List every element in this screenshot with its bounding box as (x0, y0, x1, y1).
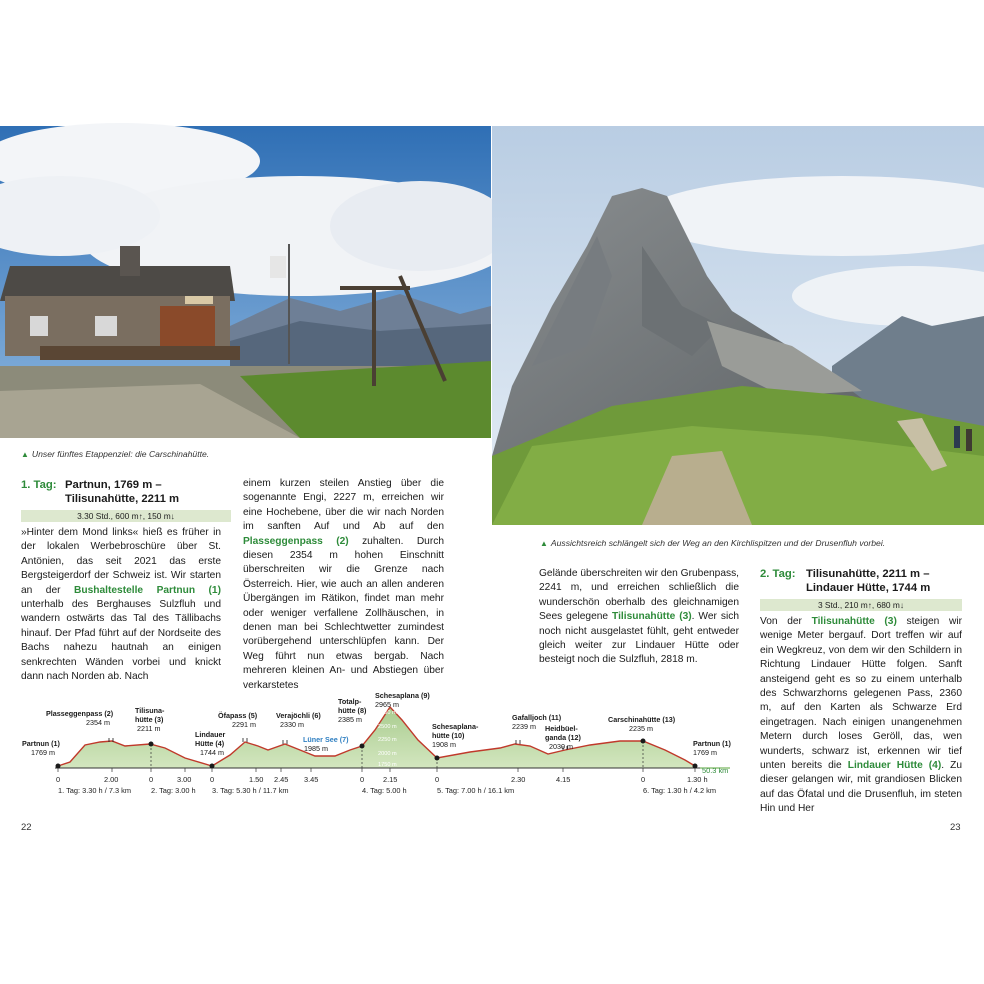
day1-heading (21, 478, 233, 508)
tick-8: 0 (360, 775, 365, 784)
tick-11: 2.30 (511, 775, 526, 784)
label-lindauer-b: Hütte (4) (195, 739, 225, 748)
tick-7: 3.45 (304, 775, 319, 784)
caption-triangle-icon: ▲ (540, 539, 548, 548)
elev-scale-2750: 2750 m (378, 710, 397, 716)
label-schesaplanahuette-b: hütte (10) (432, 731, 465, 740)
elev-scale-2250: 2250 m (378, 737, 397, 743)
col2-highlight: Plasseggenpass (2) (243, 535, 349, 547)
marker-totalphuette (360, 744, 365, 749)
day-label-1: 1. Tag: 3.30 h / 7.3 km (58, 786, 131, 795)
elev-tilisunahuette: 2211 m (137, 724, 161, 733)
label-plasseggenpass: Plasseggenpass (2) (46, 709, 114, 718)
day1-tag: 1. Tag: (21, 479, 57, 491)
day1-line1: Partnun, 1769 m – (65, 479, 162, 491)
tick-6: 2.45 (274, 775, 289, 784)
elev-heidbueelganda: 2030 m (549, 742, 573, 751)
day2-tag: 2. Tag: (760, 568, 796, 580)
elev-partnun: 1769 m (31, 748, 55, 757)
day2-line1: Tilisunahütte, 2211 m – (806, 568, 930, 580)
day1-line2: Tilisunahütte, 2211 m (65, 493, 180, 505)
label-gafalljoch: Gafalljoch (11) (512, 713, 562, 722)
text-column-1 (21, 526, 221, 684)
label-heidbueelganda-b: ganda (12) (545, 733, 581, 742)
caption-text: Aussichtsreich schlängelt sich der Weg an den Kirchlispitzen und der Drusenfluh vorbei. (550, 538, 886, 548)
mountain-photo (492, 126, 984, 525)
tick-1: 2.00 (104, 775, 119, 784)
marker-tilisunahuette (149, 742, 154, 747)
elev-oefapass: 2291 m (232, 720, 256, 729)
elev-scale-1750: 1750 m (378, 762, 397, 768)
label-totalphuette: Totalp- (338, 697, 362, 706)
day1-stats: 3.30 Std., 600 m↑, 150 m↓ (21, 510, 231, 522)
text-column-2 (243, 477, 444, 693)
elev-plasseggenpass: 2354 m (86, 718, 110, 727)
tick-4: 0 (210, 775, 215, 784)
elev-totalphuette: 2385 m (338, 715, 362, 724)
elev-verajoechli: 2330 m (280, 720, 304, 729)
col1-text-a: »Hinter dem Mond links« hieß es früher in der lokalen Werbebroschüre über St. Antönien, das seit 2021 das erste Bergsteigerdorf der Schweiz ist. Wir starten an der (21, 527, 221, 596)
photo-caption-right (540, 538, 885, 548)
tick-5: 1.50 (249, 775, 264, 784)
day2-line2: Lindauer Hütte, 1744 m (806, 582, 931, 594)
day-label-2: 2. Tag: 3.00 h (151, 786, 196, 795)
day-label-5: 5. Tag: 7.00 h / 16.1 km (437, 786, 515, 795)
day2-stats: 3 Std., 210 m↑, 680 m↓ (760, 599, 962, 611)
label-schesaplanahuette: Schesaplana- (432, 722, 479, 731)
page-number-right: 23 (950, 822, 961, 833)
label-tilisunahuette: Tilisuna- (135, 706, 165, 715)
text-column-3 (539, 567, 739, 668)
elev-lindauer: 1744 m (200, 748, 224, 757)
col4-text-c: . Zu dieser gelangen wir, mit grandiosen Blicken auf das Öfatal und die Drusenfluh, im steten Hin und Her (760, 760, 962, 815)
elev-carschinahuette: 2235 m (629, 724, 653, 733)
tick-12: 4.15 (556, 775, 571, 784)
elev-partnun-end: 1769 m (693, 748, 717, 757)
col2-text-b: zuhalten. Durch diesen 2354 m hohen Einschnitt überschreiten wir die Grenze nach Österreich. Hier, wie auch an allen anderen Übergängen im Rätikon, findet man mehr oder weniger verfallene Zollhäuschen, in denen man bei Schlechtwetter zumindest vorübergehend unterschlüpfen kann. Der Weg führt nun etwas bergab. Nach mehreren kleinen An- und Abstiegen über verkarstetes (243, 535, 444, 691)
col2-text-a: einem kurzen steilen Anstieg über die sogenannte Engi, 2227 m, erreichen wir eine Hochebene, über die wir nach Norden im sanften Auf und Ab auf den (243, 478, 444, 533)
tick-2: 0 (149, 775, 154, 784)
day2-heading (760, 567, 965, 597)
day-label-4: 4. Tag: 5.00 h (362, 786, 407, 795)
day-label-6: 6. Tag: 1.30 h / 4.2 km (643, 786, 716, 795)
marker-carschinahuette (641, 739, 646, 744)
tick-14: 1.30 h (687, 775, 708, 784)
col4-text-b: steigen wir wenige Meter bergauf. Dort treffen wir auf ein Wegkreuz, von dem wir den Schildern in Richtung Lindauer Hütte folgen. Sanft ansteigend geht es so zu einem unterhalb des Schwarzhorns gelegenen Pass, 2360 m, auf den Karten als Schwarze Erd eingetragen. Nach einigen unangenehmen Metern durch loses Geröll, das, wen wunderts, schwarz ist, erkennen wir tief unten bereits die (760, 616, 962, 772)
day-label-3: 3. Tag: 5.30 h / 11.7 km (212, 786, 289, 795)
elev-scale-2000: 2000 m (378, 751, 397, 757)
marker-partnun-end (693, 764, 698, 769)
label-totalphuette-b: hütte (8) (338, 706, 367, 715)
elev-luener-see: 1985 m (304, 744, 328, 753)
marker-schesaplanahuette (435, 756, 440, 761)
label-lindauer: Lindauer (195, 730, 226, 739)
caption-text: Unser fünftes Etappenziel: die Carschinahütte. (31, 449, 210, 459)
col4-highlight-b: Lindauer Hütte (4) (847, 760, 942, 772)
label-partnun-end: Partnun (1) (693, 739, 731, 748)
label-carschinahuette: Carschinahütte (13) (608, 715, 676, 724)
col3-highlight: Tilisunahütte (3) (612, 611, 692, 623)
caption-triangle-icon: ▲ (21, 450, 29, 459)
page-number-left: 22 (21, 822, 32, 833)
tick-3: 3.00 (177, 775, 192, 784)
col4-text-a: Von der (760, 616, 812, 627)
label-verajoechli: Verajöchli (6) (276, 711, 321, 720)
label-schesaplana: Schesaplana (9) (375, 691, 430, 700)
col4-highlight-a: Tilisunahütte (3) (811, 616, 897, 627)
hut-photo (0, 126, 491, 438)
col3-text-b: . Wer sich noch nicht ausgelastet fühlt, geht entweder gleich weiter zur Lindauer Hütte oder besteigt noch die Sulzfluh, 2818 m. (539, 611, 739, 666)
tick-0: 0 (56, 775, 61, 784)
label-heidbueelganda: Heidbüel- (545, 724, 578, 733)
label-tilisunahuette-b: hütte (3) (135, 715, 164, 724)
label-luener-see: Lüner See (7) (303, 735, 349, 744)
distance-total: 50.3 km (702, 766, 729, 775)
label-partnun: Partnun (1) (22, 739, 60, 748)
marker-lindauer-huette (210, 764, 215, 769)
tick-9: 2.15 (383, 775, 398, 784)
elev-scale-2500: 2500 m (378, 724, 397, 730)
photo-caption-left (21, 449, 209, 459)
col1-text-b: unterhalb des Berghauses Sulzfluh und wandern ostwärts das Tal des Tällibachs hinauf. Der Pfad führt auf der Nordseite des Bachs nahezu hautnah an einigen senkrechten Wänden vorbei und knickt dann nach Norden ab. Nach (21, 599, 221, 683)
col3-text-a: Gelände überschreiten wir den Grubenpass, 2241 m, und erreichen schließlich die wunderschön oberhalb des gleichnamigen Sees gelegene (539, 568, 739, 623)
elev-schesaplana: 2965 m (375, 700, 399, 709)
elev-gafalljoch: 2239 m (512, 722, 536, 731)
marker-partnun (56, 764, 61, 769)
tick-10: 0 (435, 775, 440, 784)
label-oefapass: Öfapass (5) (218, 711, 258, 720)
col1-highlight: Bushaltestelle Partnun (1) (74, 584, 221, 596)
tick-13: 0 (641, 775, 646, 784)
elev-schesaplanahuette: 1908 m (432, 740, 456, 749)
